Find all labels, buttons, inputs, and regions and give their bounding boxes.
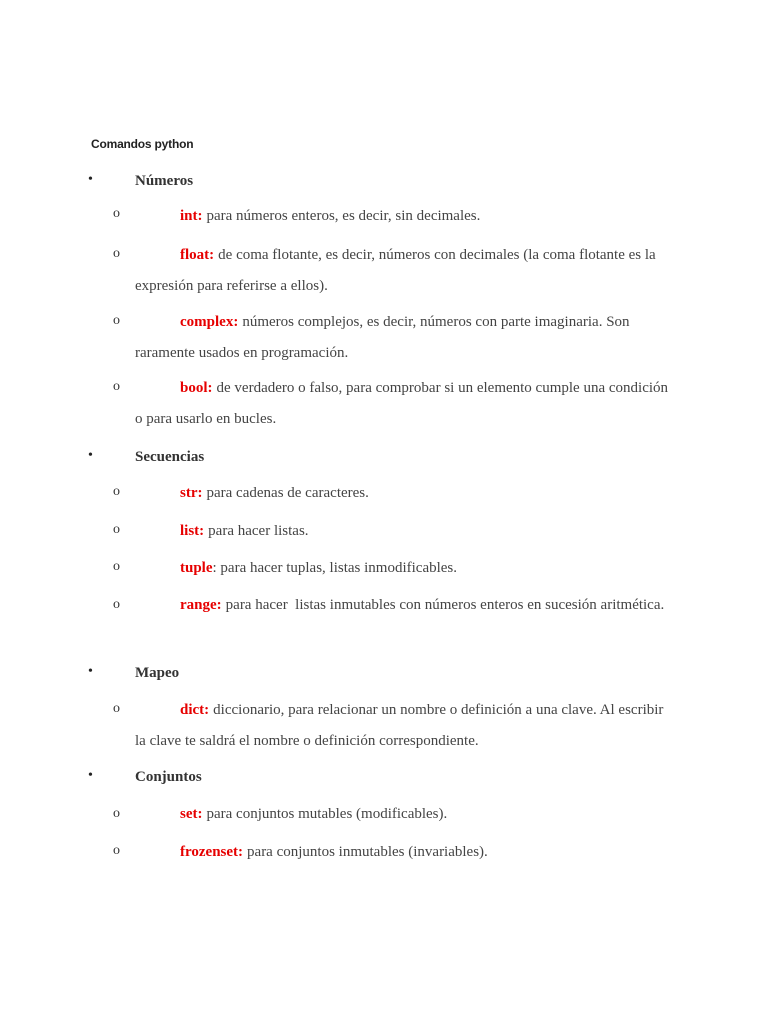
list-item-str	[135, 478, 675, 509]
item-text: para números enteros, es decir, sin decimales.	[206, 208, 481, 224]
item-text: para conjuntos mutables (modificables).	[206, 806, 448, 822]
sub-bullet-marker: o	[113, 484, 120, 499]
item-text: de coma flotante, es decir, números con decimales (la coma flotante es la expresión para referirse a ellos).	[135, 247, 656, 294]
sub-bullet-marker: o	[113, 701, 120, 716]
bullet-marker: •	[88, 768, 93, 783]
keyword: list:	[180, 523, 205, 539]
sub-bullet-marker: o	[113, 806, 120, 821]
sub-bullet-marker: o	[113, 379, 120, 394]
list-item-range	[135, 590, 675, 621]
list-item-frozenset	[135, 837, 675, 868]
section-heading-conjuntos: Conjuntos	[135, 769, 202, 785]
list-item-tuple	[135, 553, 675, 584]
list-item-bool	[135, 373, 675, 435]
keyword: int:	[180, 208, 203, 224]
keyword: frozenset:	[180, 844, 244, 860]
bullet-marker: •	[88, 172, 93, 187]
section-heading-secuencias: Secuencias	[135, 449, 205, 465]
keyword: str:	[180, 485, 203, 501]
keyword: set:	[180, 806, 203, 822]
sub-bullet-marker: o	[113, 206, 120, 221]
item-text: para hacer listas inmutables con números enteros en sucesión aritmética.	[225, 597, 665, 613]
keyword: bool:	[180, 380, 213, 396]
list-item-int	[135, 201, 675, 232]
item-text: para conjuntos inmutables (invariables).	[247, 844, 488, 860]
item-text: para hacer listas.	[208, 523, 309, 539]
list-item-dict	[135, 695, 675, 757]
section-heading-numeros: Números	[135, 173, 194, 189]
item-text: : para hacer tuplas, listas inmodificables.	[212, 560, 458, 576]
keyword: complex:	[180, 314, 239, 330]
document-title: Comandos python	[91, 137, 194, 151]
keyword: dict:	[180, 702, 210, 718]
keyword: float:	[180, 247, 215, 263]
sub-bullet-marker: o	[113, 597, 120, 612]
sub-bullet-marker: o	[113, 559, 120, 574]
keyword: tuple	[180, 560, 213, 576]
sub-bullet-marker: o	[113, 522, 120, 537]
sub-bullet-marker: o	[113, 843, 120, 858]
keyword: range:	[180, 597, 222, 613]
section-heading-mapeo: Mapeo	[135, 665, 180, 681]
item-text: para cadenas de caracteres.	[206, 485, 369, 501]
item-text: números complejos, es decir, números con parte imaginaria. Son raramente usados en programación.	[135, 314, 630, 361]
bullet-marker: •	[88, 664, 93, 679]
list-item-float	[135, 240, 675, 302]
list-item-complex	[135, 307, 675, 369]
sub-bullet-marker: o	[113, 246, 120, 261]
item-text: diccionario, para relacionar un nombre o definición a una clave. Al escribir la clave te saldrá el nombre o definición correspondiente.	[135, 702, 664, 749]
bullet-marker: •	[88, 448, 93, 463]
list-item-set	[135, 799, 675, 830]
item-text: de verdadero o falso, para comprobar si un elemento cumple una condición o para usarlo en bucles.	[135, 380, 669, 427]
sub-bullet-marker: o	[113, 313, 120, 328]
list-item-list	[135, 516, 675, 547]
